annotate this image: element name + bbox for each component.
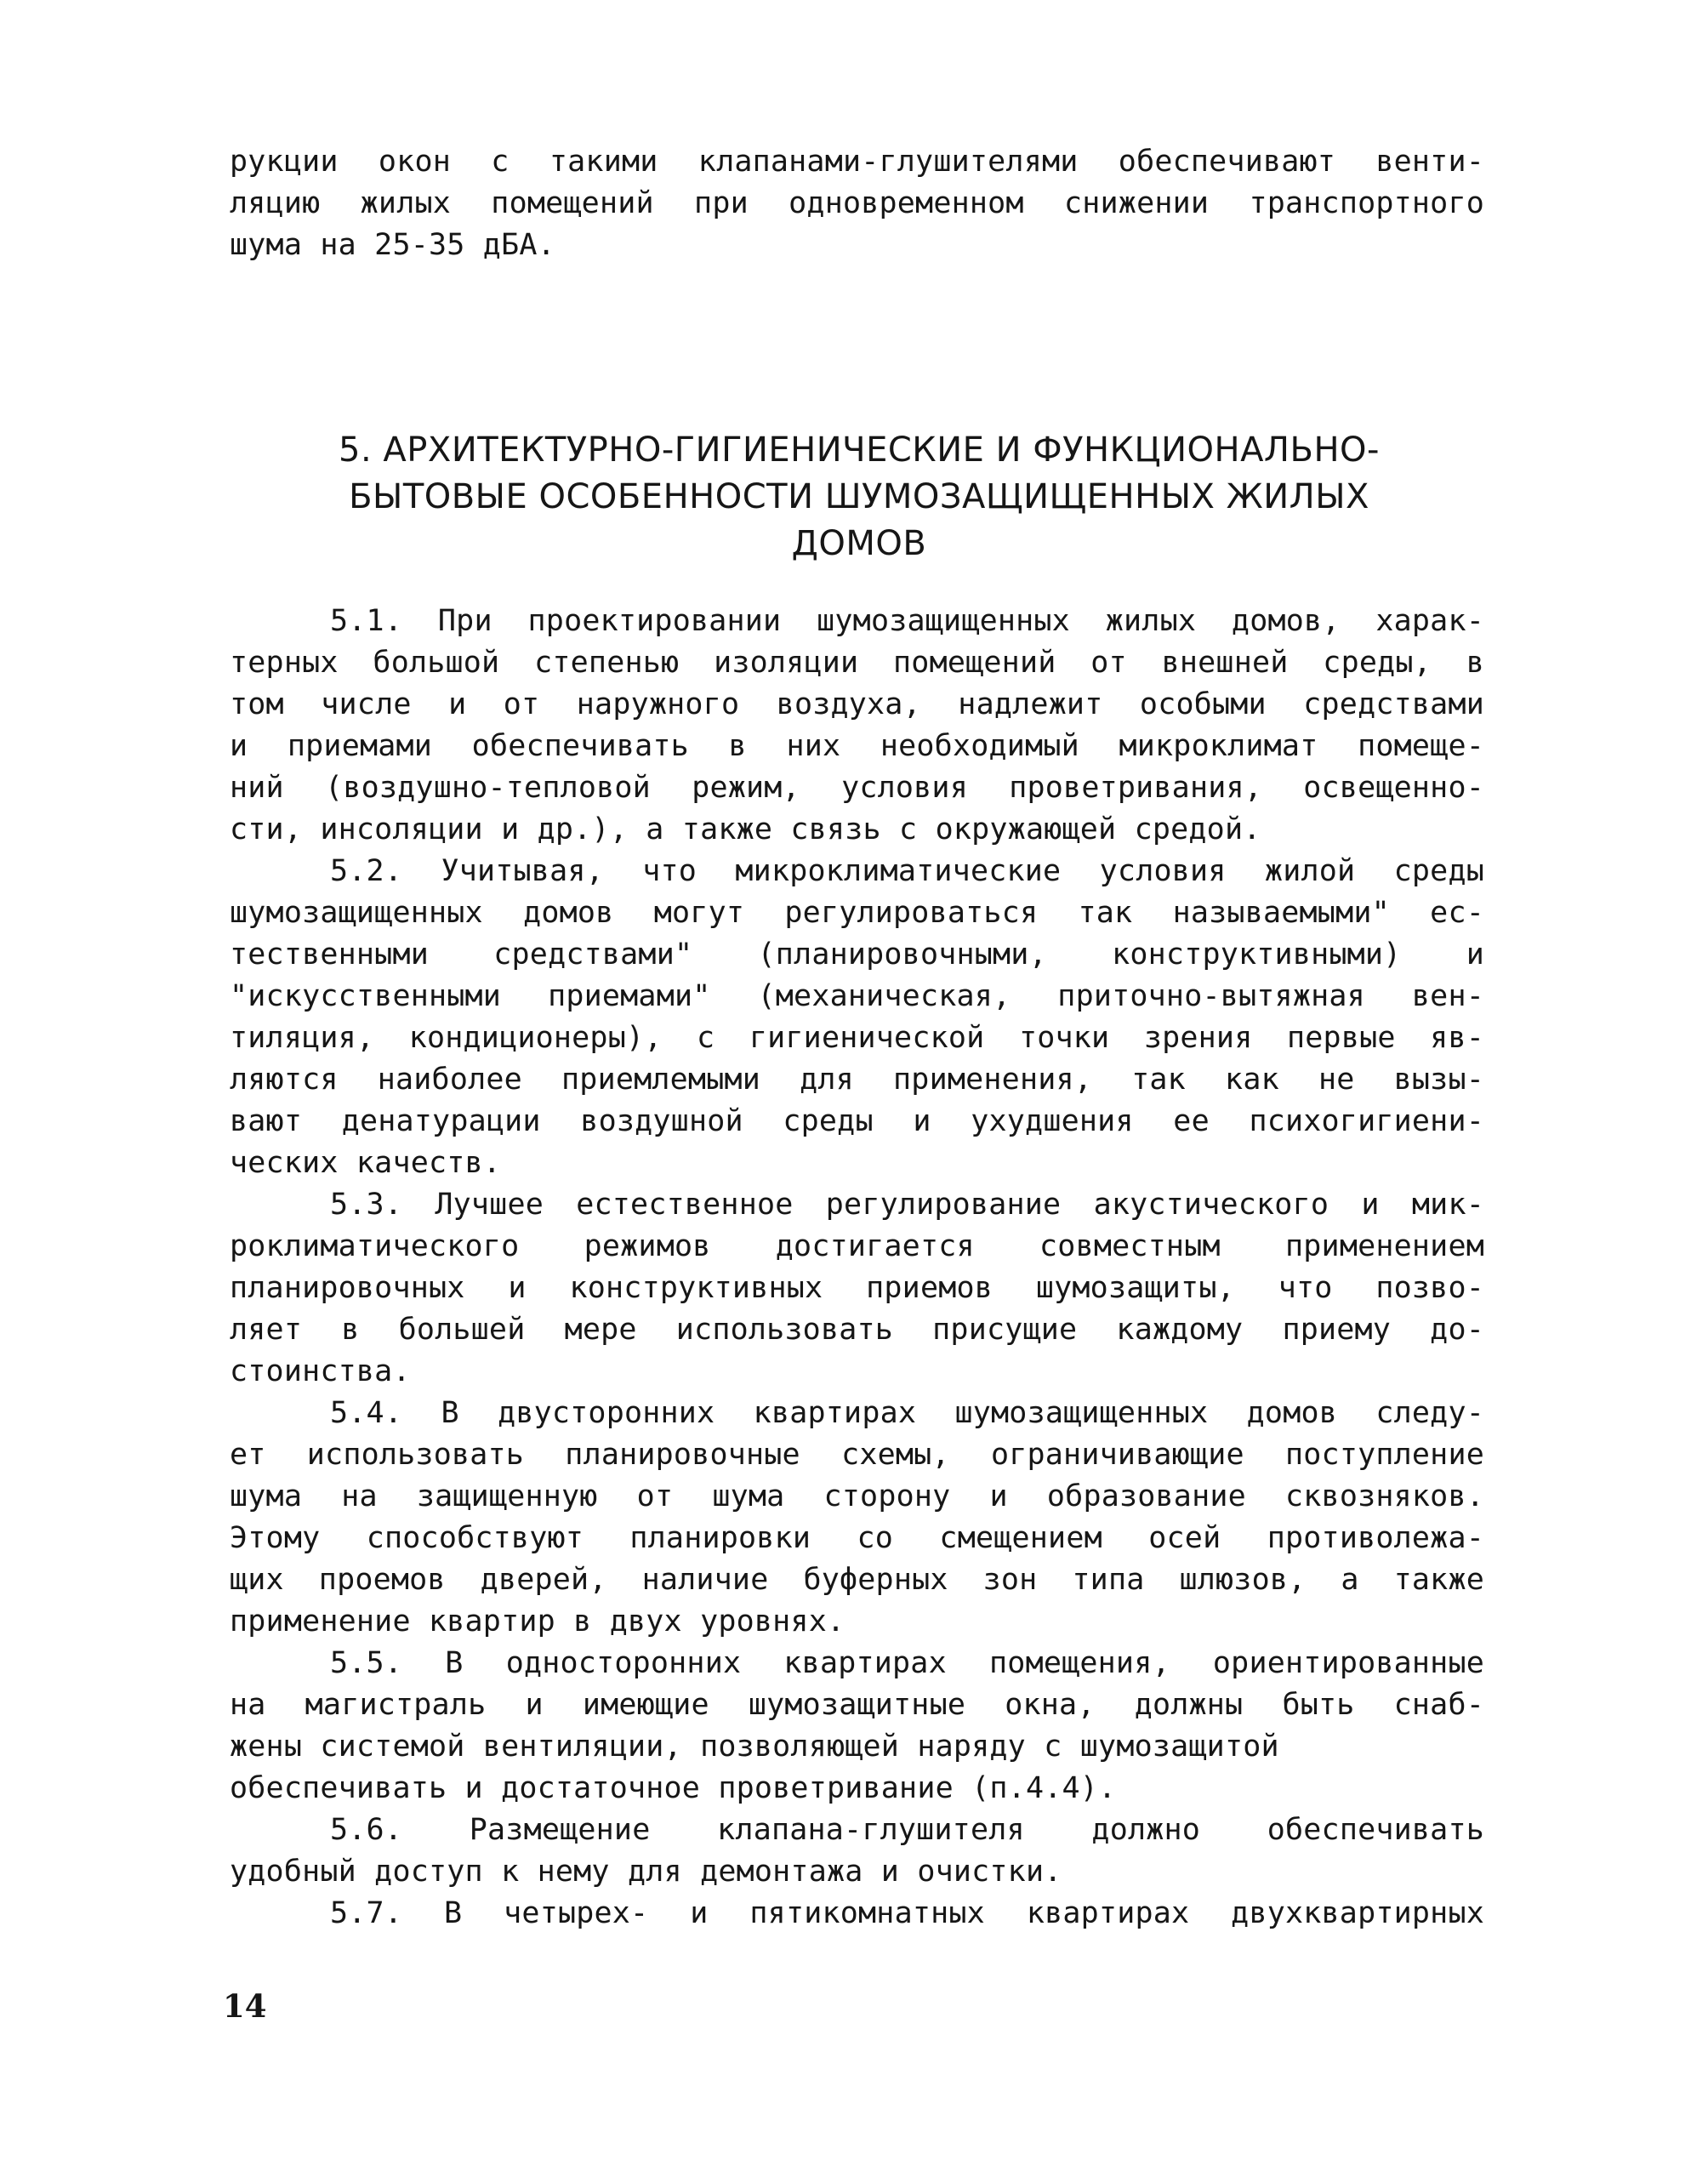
text-line: сти, инсоляции и др.), а также связь с окружающей средой.: [230, 812, 1261, 846]
text-line: планировочных и конструктивных приемов шумозащиты, что позво-: [230, 1271, 1484, 1305]
text-line: стоинства.: [230, 1354, 411, 1388]
text-line: удобный доступ к нему для демонтажа и очистки.: [230, 1855, 1062, 1889]
text-line: Этому способствуют планировки со смещением осей противолежа-: [230, 1521, 1484, 1555]
text-line: ет использовать планировочные схемы, ограничивающие поступление: [230, 1438, 1484, 1472]
heading-line: 5. АРХИТЕКТУРНО-ГИГИЕНИЧЕСКИЕ И ФУНКЦИОНАЛЬНО-: [339, 430, 1380, 470]
text-line: 5.1. При проектировании шумозащищенных жилых домов, харак-: [330, 604, 1484, 638]
text-line: шумозащищенных домов могут регулироваться так называемыми" ес-: [230, 896, 1484, 930]
page-number: 14: [223, 1987, 267, 2025]
paragraph-5-1: [230, 601, 1484, 851]
text-line: 5.4. В двусторонних квартирах шумозащищенных домов следу-: [330, 1396, 1484, 1430]
text-line: роклиматического режимов достигается совместным применением: [230, 1229, 1484, 1263]
text-line: 5.6. Размещение клапана-глушителя должно обеспечивать: [330, 1813, 1484, 1847]
text-line: ний (воздушно-тепловой режим, условия проветривания, освещенно-: [230, 771, 1484, 805]
text-line: тественными средствами" (планировочными, конструктивными) и: [230, 938, 1484, 972]
section-heading: [255, 427, 1463, 567]
paragraph-5-6: [230, 1809, 1484, 1893]
text-line: вают денатурации воздушной среды и ухудшения ее психогигиени-: [230, 1104, 1484, 1138]
text-line: тиляция, кондиционеры), с гигиенической точки зрения первые яв-: [230, 1021, 1484, 1055]
text-line: ческих качеств.: [230, 1146, 502, 1180]
paragraph-5-5: [230, 1643, 1484, 1809]
text-line: терных большой степенью изоляции помещений от внешней среды, в: [230, 646, 1484, 680]
text-line: шума на 25-35 дБА.: [230, 228, 555, 262]
heading-line: БЫТОВЫЕ ОСОБЕННОСТИ ШУМОЗАЩИЩЕННЫХ ЖИЛЫХ: [349, 477, 1369, 516]
text-line: том числе и от наружного воздуха, надлежит особыми средствами: [230, 687, 1484, 721]
text-line: 5.3. Лучшее естественное регулирование акустического и мик-: [330, 1188, 1484, 1222]
heading-line: ДОМОВ: [791, 524, 927, 563]
text-line: 5.7. В четырех- и пятикомнатных квартирах двухквартирных: [330, 1896, 1484, 1930]
text-line: 5.5. В односторонних квартирах помещения, ориентированные: [330, 1646, 1484, 1680]
text-line: жены системой вентиляции, позволяющей наряду с шумозащитой: [230, 1730, 1279, 1764]
text-line: ляются наиболее приемлемыми для применения, так как не вызы-: [230, 1063, 1484, 1097]
text-line: щих проемов дверей, наличие буферных зон типа шлюзов, а также: [230, 1563, 1484, 1597]
text-line: шума на защищенную от шума сторону и образование сквозняков.: [230, 1479, 1484, 1513]
text-line: и приемами обеспечивать в них необходимый микроклимат помеще-: [230, 729, 1484, 763]
paragraph-5-3: [230, 1184, 1484, 1393]
text-line: ляцию жилых помещений при одновременном снижении транспортного: [230, 186, 1484, 220]
paragraph-5-2: [230, 851, 1484, 1184]
paragraph-5-7: [230, 1893, 1484, 1935]
text-line: ляет в большей мере использовать присущие каждому приему до-: [230, 1313, 1484, 1347]
text-line: на магистраль и имеющие шумозащитные окна, должны быть снаб-: [230, 1688, 1484, 1722]
text-line: обеспечивать и достаточное проветривание (п.4.4).: [230, 1771, 1117, 1805]
paragraph-5-4: [230, 1393, 1484, 1643]
text-line: рукции окон с такими клапанами-глушителями обеспечивают венти-: [230, 145, 1484, 179]
text-line: применение квартир в двух уровнях.: [230, 1604, 845, 1639]
text-line: "искусственными приемами" (механическая, приточно-вытяжная вен-: [230, 979, 1484, 1013]
intro-paragraph: [230, 141, 1484, 266]
text-line: 5.2. Учитывая, что микроклиматические условия жилой среды: [330, 854, 1484, 888]
